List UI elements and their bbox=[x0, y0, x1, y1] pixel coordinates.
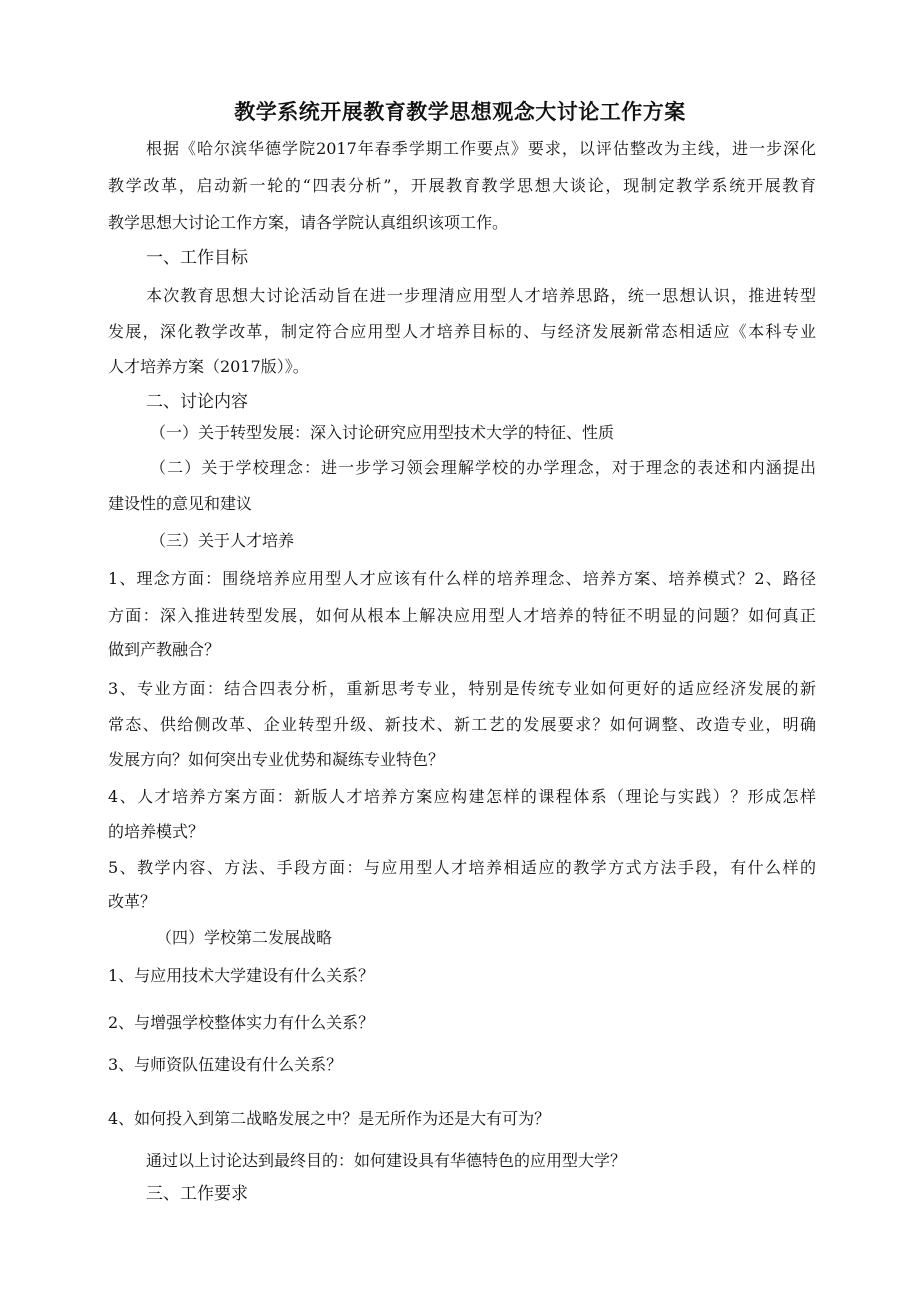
list-item-line: 2、与增强学校整体实力有什么关系？ bbox=[108, 1013, 375, 1032]
paragraph-line: 通过以上讨论达到最终目的：如何建设具有华德特色的应用型大学？ bbox=[146, 1151, 627, 1170]
list-item-line: 发展方向？如何突出专业优势和凝练专业特色？ bbox=[108, 750, 445, 769]
list-item-line: 1、与应用技术大学建设有什么关系？ bbox=[108, 966, 375, 985]
subsection-line: （三）关于人才培养 bbox=[150, 531, 295, 550]
list-item-line: 3、与师资队伍建设有什么关系？ bbox=[108, 1055, 343, 1074]
document-title: 教学系统开展教育教学思想观念大讨论工作方案 bbox=[234, 100, 686, 124]
list-item-line: 方面：深入推进转型发展，如何从根本上解决应用型人才培养的特征不明显的问题？如何真正 bbox=[108, 606, 816, 625]
list-item-line: 改革？ bbox=[108, 892, 157, 911]
list-item-line: 3、专业方面：结合四表分析，重新思考专业，特别是传统专业如何更好的适应经济发展的新 bbox=[108, 679, 816, 698]
paragraph-line: 建设性的意见和建议 bbox=[108, 494, 253, 513]
subsection-line: （四）学校第二发展战略 bbox=[156, 928, 333, 947]
paragraph-line: 教学改革，启动新一轮的“四表分析”，开展教育教学思想大谈论，现制定教学系统开展教育 bbox=[108, 176, 816, 195]
list-item-line: 5、教学内容、方法、手段方面：与应用型人才培养相适应的教学方式方法手段，有什么样的 bbox=[108, 858, 816, 877]
list-item-line: 4、如何投入到第二战略发展之中？是无所作为还是大有可为？ bbox=[108, 1109, 551, 1128]
list-item-line: 1、理念方面：围绕培养应用型人才应该有什么样的培养理念、培养方案、培养模式？2、路径 bbox=[108, 569, 816, 588]
paragraph-line: 人才培养方案（2017版）》。 bbox=[108, 357, 309, 376]
paragraph-line: 根据《哈尔滨华德学院2017年春季学期工作要点》要求，以评估整改为主线，进一步深化 bbox=[146, 139, 816, 158]
list-item-line: 的培养模式？ bbox=[108, 822, 205, 841]
list-item-line: 4、人才培养方案方面：新版人才培养方案应构建怎样的课程体系（理论与实践）？形成怎样 bbox=[108, 787, 816, 806]
paragraph-line: 发展，深化教学改革，制定符合应用型人才培养目标的、与经济发展新常态相适应《本科专业 bbox=[108, 322, 816, 341]
section-heading: 一、工作目标 bbox=[146, 248, 248, 268]
list-item-line: 常态、供给侧改革、企业转型升级、新技术、新工艺的发展要求？如何调整、改造专业，明确 bbox=[108, 715, 816, 734]
paragraph-line: 教学思想大讨论工作方案，请各学院认真组织该项工作。 bbox=[108, 213, 509, 232]
paragraph-line: 本次教育思想大讨论活动旨在进一步理清应用型人才培养思路，统一思想认识，推进转型 bbox=[146, 286, 816, 305]
section-heading: 三、工作要求 bbox=[146, 1184, 248, 1204]
list-item-line: 做到产教融合？ bbox=[108, 640, 221, 659]
subsection-line: （一）关于转型发展：深入讨论研究应用型技术大学的特征、性质 bbox=[150, 423, 615, 442]
subsection-line: （二）关于学校理念：进一步学习领会理解学校的办学理念，对于理念的表述和内涵提出 bbox=[150, 458, 816, 477]
section-heading: 二、讨论内容 bbox=[146, 392, 248, 412]
